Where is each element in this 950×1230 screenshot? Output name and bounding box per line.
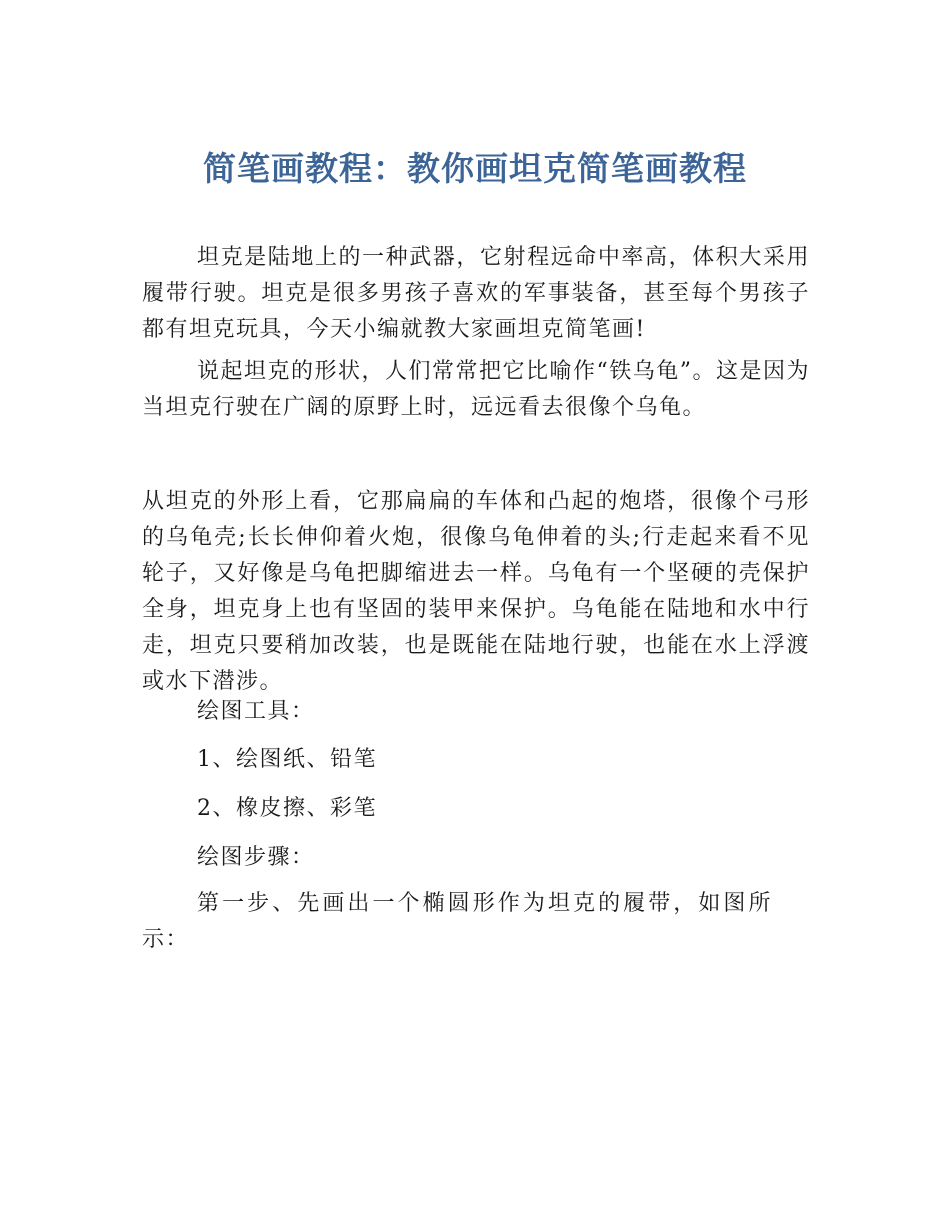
paragraph-appearance: 从坦克的外形上看，它那扁扁的车体和凸起的炮塔，很像个弓形的乌龟壳;长长伸仰着火炮，很像乌龟伸着的头;行走起来看不见轮子，又好像是乌龟把脚缩进去一样。乌龟有一个坚硬的壳保护全身，坦克身上也有坚固的装甲来保护。乌龟能在陆地和水中行走，坦克只要稍加改装，也是既能在陆地行驶，也能在水上浮渡或水下潜涉。 [142,489,810,694]
tool-item: 1、绘图纸、铅笔 [197,747,377,772]
paragraph-intro: 坦克是陆地上的一种武器，它射程远命中率高，体积大采用履带行驶。坦克是很多男孩子喜欢的军事装备，甚至每个男孩子都有坦克玩具，今天小编就教大家画坦克简笔画! [142,245,810,342]
steps-heading: 绘图步骤： [197,845,315,870]
page-title: 简笔画教程：教你画坦克简笔画教程 [203,149,747,188]
step-item: 第一步、先画出一个椭圆形作为坦克的履带，如图所示： [142,891,772,952]
paragraph-shape: 说起坦克的形状，人们常常把它比喻作“铁乌龟”。这是因为当坦克行驶在广阔的原野上时，远远看去很像个乌龟。 [142,359,810,420]
tools-heading: 绘图工具： [197,699,315,724]
tool-item: 2、橡皮擦、彩笔 [197,796,377,821]
